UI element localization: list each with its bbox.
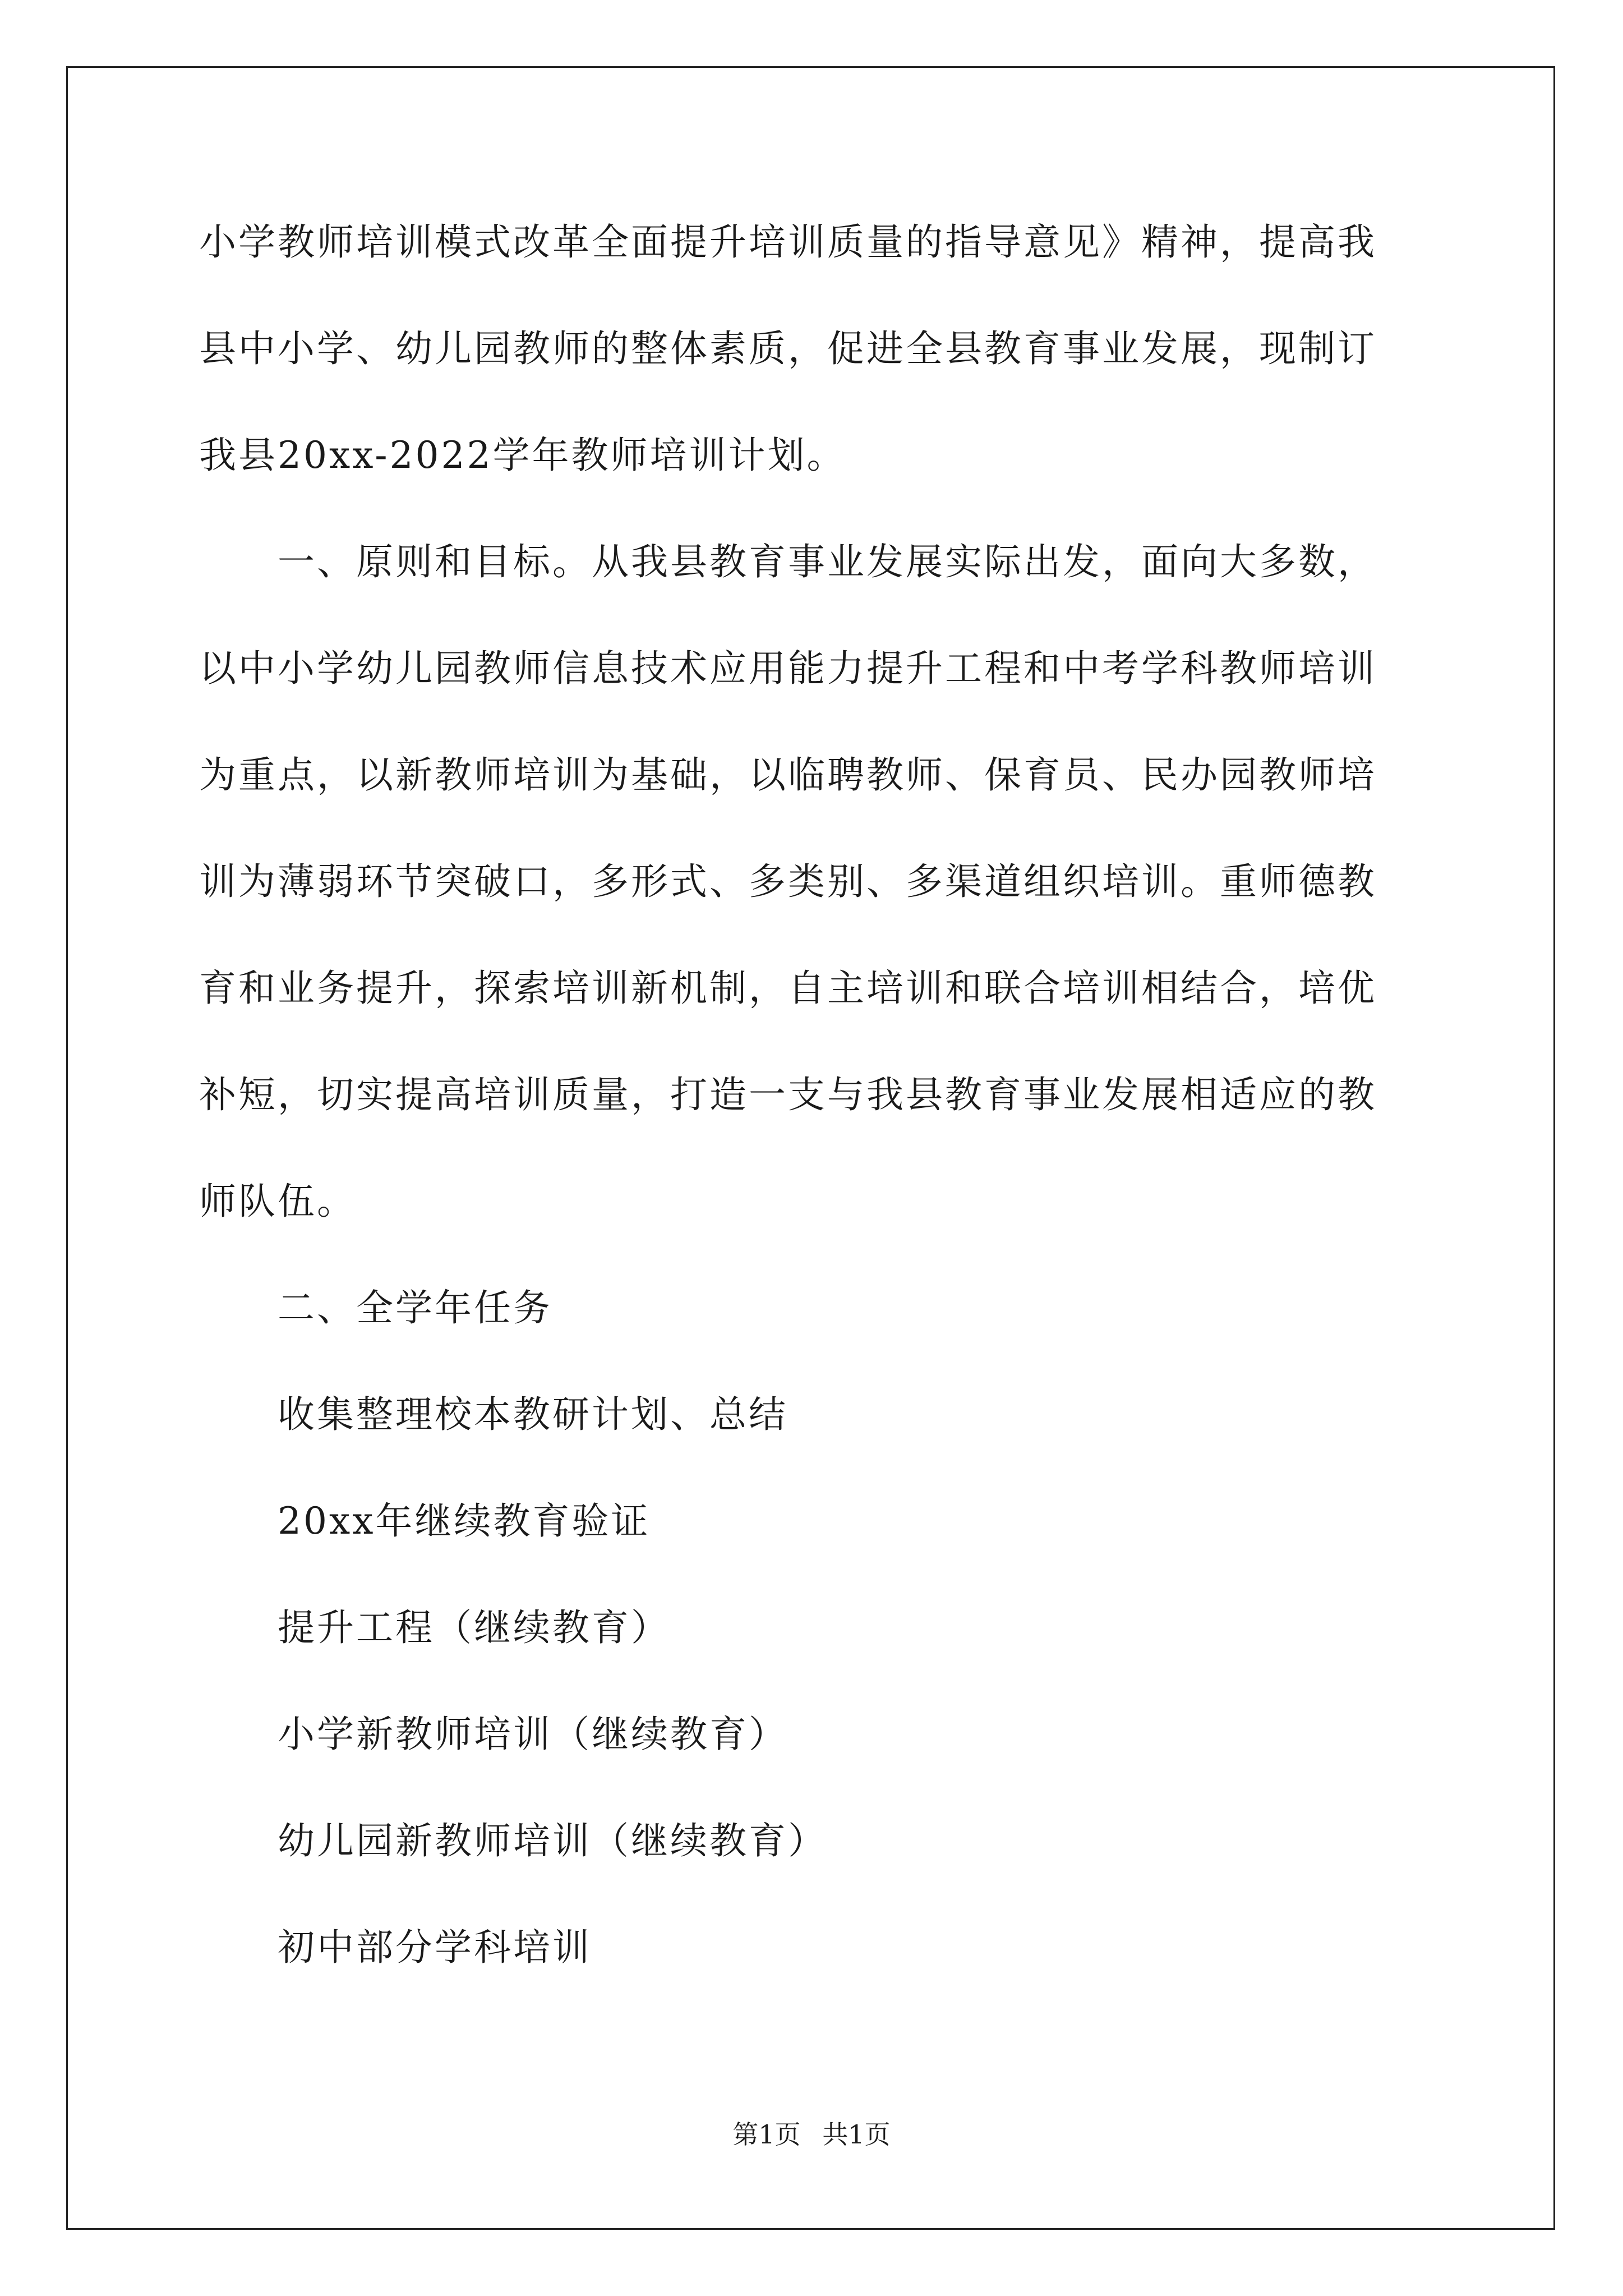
task-list	[199, 1388, 1430, 1974]
list-item: 幼儿园新教师培训（继续教育）	[278, 1819, 827, 1862]
list-item: 提升工程（继续教育）	[278, 1606, 670, 1649]
list-item: 小学新教师培训（继续教育）	[278, 1713, 788, 1756]
list-item: 20xx年继续教育验证	[278, 1499, 651, 1543]
text-line: 县中小学、幼儿园教师的整体素质，促进全县教育事业发展，现制订	[199, 327, 1377, 370]
text-line: 育和业务提升，探索培训新机制，自主培训和联合培训相结合，培优	[199, 967, 1377, 1010]
paragraph-2	[199, 536, 1430, 1228]
text-line: 我县20xx-2022学年教师培训计划。	[199, 434, 846, 477]
text-line: 训为薄弱环节突破口，多形式、多类别、多渠道组织培训。重师德教	[199, 860, 1377, 903]
text-line: 为重点，以新教师培训为基础，以临聘教师、保育员、民办园教师培	[199, 753, 1377, 797]
text-line: 师队伍。	[199, 1180, 356, 1223]
list-item: 初中部分学科培训	[278, 1926, 592, 1969]
text-line: 补短，切实提高培训质量，打造一支与我县教育事业发展相适应的教	[199, 1073, 1377, 1116]
paragraph-1	[199, 216, 1430, 482]
text-line: 一、原则和目标。从我县教育事业发展实际出发，面向大多数，	[278, 540, 1377, 583]
page-number: 第1页	[732, 2119, 801, 2150]
page-total: 共1页	[822, 2119, 891, 2150]
document-body	[199, 216, 1430, 2028]
list-item: 收集整理校本教研计划、总结	[278, 1393, 788, 1436]
page-footer	[0, 2118, 1623, 2151]
text-line: 小学教师培训模式改革全面提升培训质量的指导意见》精神，提高我	[199, 220, 1377, 264]
text-line: 以中小学幼儿园教师信息技术应用能力提升工程和中考学科教师培训	[199, 647, 1377, 690]
section-heading: 二、全学年任务	[278, 1286, 552, 1329]
